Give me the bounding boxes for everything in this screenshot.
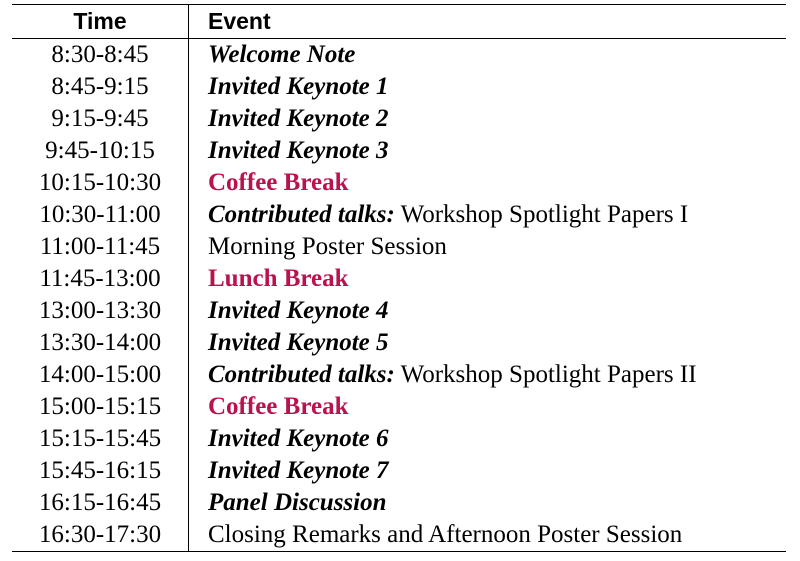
event-cell (189, 135, 787, 167)
event-cell (189, 423, 787, 455)
event-detail: Closing Remarks and Afternoon Poster Session (208, 521, 683, 548)
break-label: Lunch Break (208, 265, 349, 292)
table-row (12, 519, 786, 552)
table-row (12, 295, 786, 327)
time-cell: 10:15-10:30 (12, 167, 189, 199)
event-title: Contributed talks: (208, 201, 395, 228)
event-title: Contributed talks: (208, 361, 395, 388)
header-row (12, 5, 786, 39)
event-cell (189, 39, 787, 72)
schedule-body (12, 39, 786, 552)
time-cell: 11:45-13:00 (12, 263, 189, 295)
event-title: Invited Keynote 4 (208, 297, 389, 324)
break-label: Coffee Break (208, 169, 349, 196)
event-cell (189, 327, 787, 359)
event-column-header: Event (189, 5, 787, 39)
time-cell: 9:15-9:45 (12, 103, 189, 135)
event-title: Invited Keynote 2 (208, 105, 389, 132)
event-cell (189, 295, 787, 327)
table-row (12, 455, 786, 487)
event-detail: Workshop Spotlight Papers I (394, 201, 689, 228)
table-row (12, 71, 786, 103)
table-row (12, 391, 786, 423)
table-row (12, 327, 786, 359)
event-cell (189, 103, 787, 135)
event-cell (189, 391, 787, 423)
table-row (12, 423, 786, 455)
time-cell: 8:45-9:15 (12, 71, 189, 103)
time-cell: 15:00-15:15 (12, 391, 189, 423)
event-cell (189, 263, 787, 295)
event-title: Panel Discussion (208, 489, 387, 516)
table-row (12, 103, 786, 135)
table-row (12, 263, 786, 295)
time-cell: 14:00-15:00 (12, 359, 189, 391)
time-column-header: Time (12, 5, 189, 39)
schedule-header (12, 5, 786, 39)
table-row (12, 135, 786, 167)
table-row (12, 359, 786, 391)
event-title: Invited Keynote 7 (208, 457, 389, 484)
schedule-table (12, 4, 786, 552)
time-cell: 10:30-11:00 (12, 199, 189, 231)
table-row (12, 39, 786, 72)
event-cell (189, 455, 787, 487)
event-cell (189, 167, 787, 199)
table-row (12, 167, 786, 199)
time-cell: 11:00-11:45 (12, 231, 189, 263)
table-row (12, 199, 786, 231)
event-cell (189, 199, 787, 231)
event-detail: Workshop Spotlight Papers II (394, 361, 697, 388)
break-label: Coffee Break (208, 393, 349, 420)
time-cell: 16:15-16:45 (12, 487, 189, 519)
event-cell (189, 231, 787, 263)
event-title: Invited Keynote 5 (208, 329, 389, 356)
event-cell (189, 487, 787, 519)
time-cell: 15:15-15:45 (12, 423, 189, 455)
table-row (12, 231, 786, 263)
event-cell (189, 359, 787, 391)
time-cell: 15:45-16:15 (12, 455, 189, 487)
time-cell: 16:30-17:30 (12, 519, 189, 552)
table-row (12, 487, 786, 519)
time-cell: 9:45-10:15 (12, 135, 189, 167)
event-cell (189, 519, 787, 552)
event-title: Invited Keynote 6 (208, 425, 389, 452)
event-cell (189, 71, 787, 103)
event-title: Invited Keynote 1 (208, 73, 389, 100)
time-cell: 13:00-13:30 (12, 295, 189, 327)
event-detail: Morning Poster Session (208, 233, 447, 260)
event-title: Welcome Note (208, 41, 356, 68)
event-title: Invited Keynote 3 (208, 137, 389, 164)
time-cell: 8:30-8:45 (12, 39, 189, 72)
time-cell: 13:30-14:00 (12, 327, 189, 359)
